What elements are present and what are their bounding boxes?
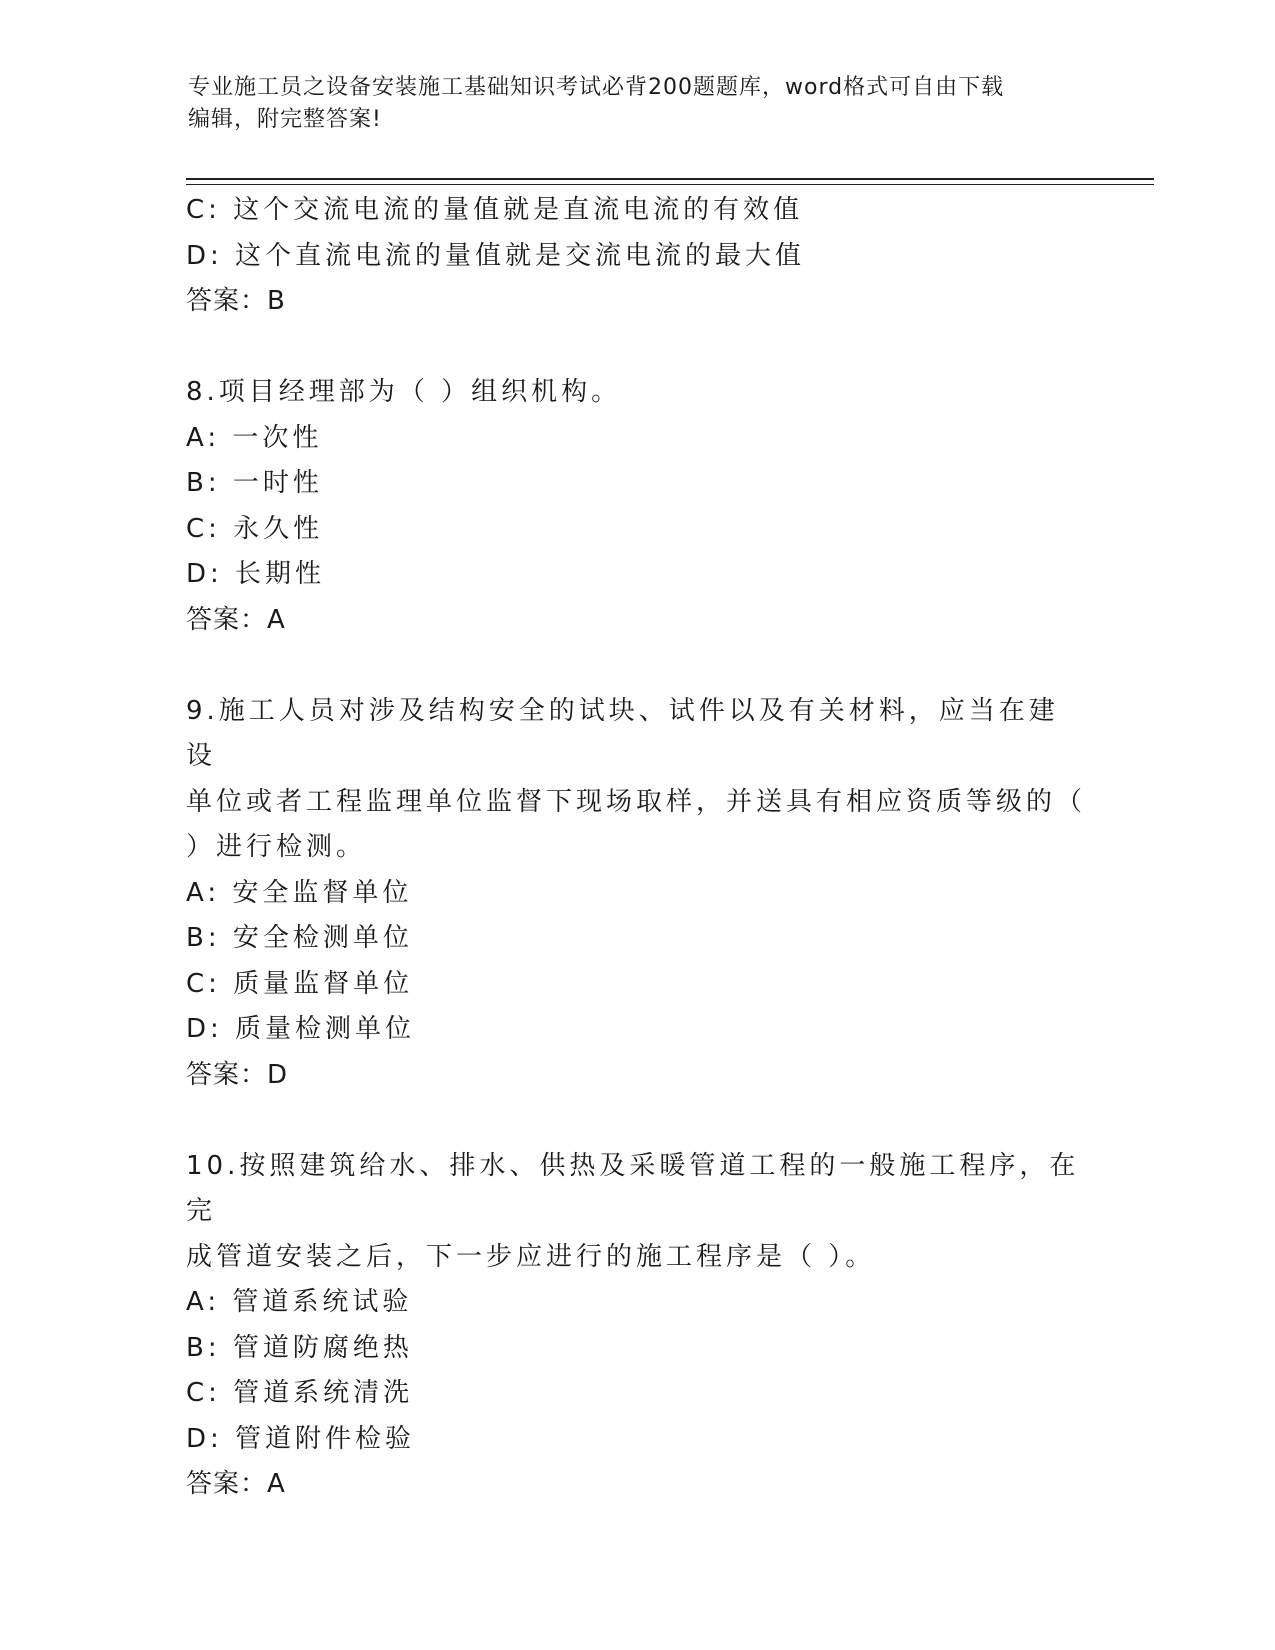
answer-line: 答案：A bbox=[186, 1469, 286, 1499]
answer-line: 答案：A bbox=[186, 604, 286, 635]
option-b: B: 安全检测单位 bbox=[186, 923, 413, 953]
header-line-1: 专业施工员之设备安装施工基础知识考试必背200题题库，word格式可自由下载 bbox=[188, 75, 1005, 100]
spacer bbox=[186, 325, 1086, 371]
option-d: D: 质量检测单位 bbox=[186, 1014, 416, 1044]
option-b: B: 一时性 bbox=[186, 468, 323, 498]
document-body bbox=[186, 188, 1086, 1508]
option-c: C: 管道系统清洗 bbox=[186, 1378, 414, 1408]
header-line-2: 编辑，附完整答案! bbox=[188, 107, 382, 132]
question-block-7 bbox=[186, 188, 1086, 325]
option-a: A: 一次性 bbox=[186, 422, 323, 453]
option-a: A: 管道系统试验 bbox=[186, 1287, 413, 1317]
question-stem: 8.项目经理部为（ ）组织机构。 bbox=[186, 377, 622, 407]
option-c: C: 这个交流电流的量值就是直流电流的有效值 bbox=[186, 195, 804, 225]
option-d: D: 管道附件检验 bbox=[186, 1423, 416, 1454]
header-rule-thin bbox=[186, 184, 1154, 185]
option-c: C: 质量监督单位 bbox=[186, 968, 414, 999]
option-d: D: 长期性 bbox=[186, 559, 326, 589]
option-c: C: 永久性 bbox=[186, 513, 324, 544]
question-block-9 bbox=[186, 689, 1086, 1099]
question-stem-line-3: ）进行检测。 bbox=[186, 832, 367, 862]
header-rule bbox=[186, 178, 1154, 180]
spacer bbox=[186, 643, 1086, 689]
question-stem-line-2: 成管道安装之后，下一步应进行的施工程序是（ ）。 bbox=[186, 1241, 876, 1272]
question-stem-line-2: 单位或者工程监理单位监督下现场取样，并送具有相应资质等级的（ bbox=[186, 786, 1087, 817]
answer-line: 答案：B bbox=[186, 286, 286, 316]
option-d: D: 这个直流电流的量值就是交流电流的最大值 bbox=[186, 240, 806, 271]
question-stem-line-1: 10.按照建筑给水、排水、供热及采暖管道工程的一般施工程序，在完 bbox=[186, 1150, 1080, 1226]
question-stem-line-1: 9.施工人员对涉及结构安全的试块、试件以及有关材料，应当在建设 bbox=[186, 695, 1059, 771]
page-header bbox=[188, 72, 1088, 136]
option-a: A: 安全监督单位 bbox=[186, 877, 413, 908]
question-block-8 bbox=[186, 370, 1086, 643]
answer-line: 答案：D bbox=[186, 1059, 289, 1090]
spacer bbox=[186, 1098, 1086, 1144]
option-b: B: 管道防腐绝热 bbox=[186, 1332, 413, 1363]
question-block-10 bbox=[186, 1144, 1086, 1508]
